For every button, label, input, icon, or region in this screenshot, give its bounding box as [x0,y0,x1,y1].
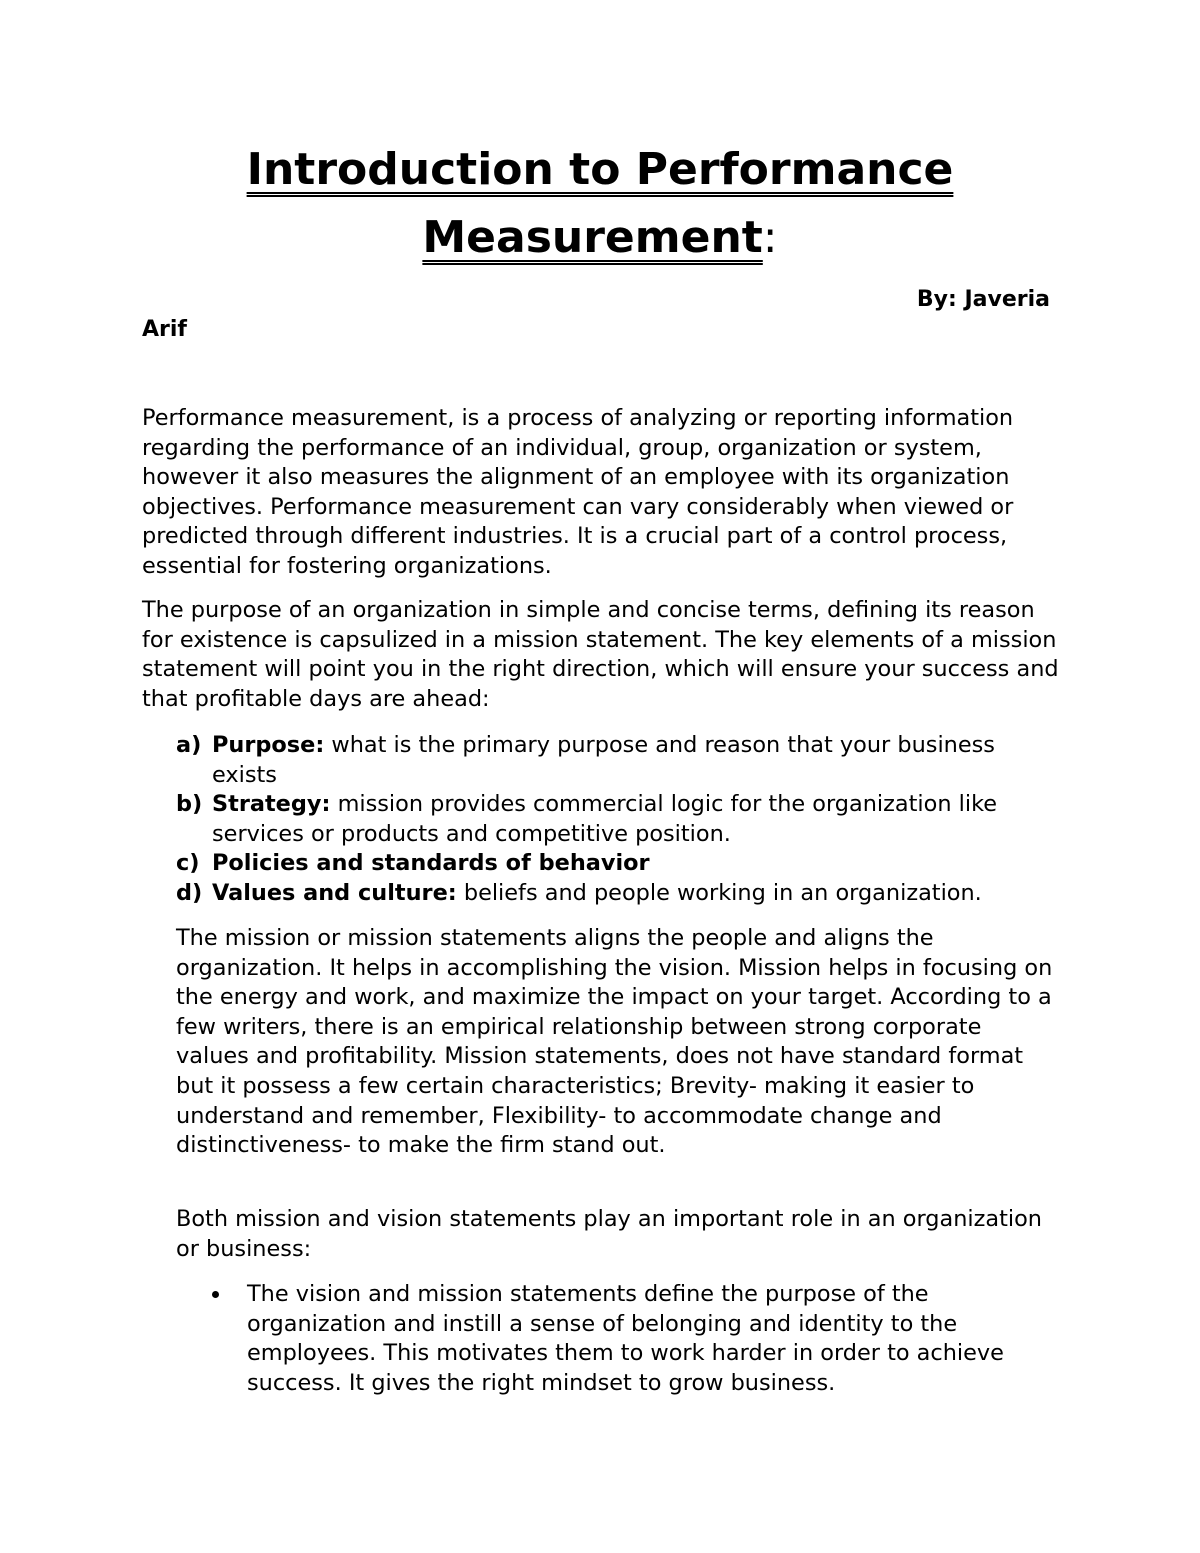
author-prefix: By: Javeria [916,287,1050,312]
list-term: Purpose: [212,732,325,758]
bullet-item [212,1280,1062,1398]
list-term: Policies and standards of behavior [212,850,650,877]
author-suffix: Arif [142,317,187,342]
list-marker: c) [176,850,200,877]
list-marker: a) [176,732,202,758]
list-text: mission provides commercial logic for the organization like services or products and competitive position. [212,791,998,847]
list-item [176,849,1056,879]
list-item [176,731,1056,790]
list-item [176,879,1056,909]
bullet-icon [212,1291,219,1298]
document-title [0,136,1200,272]
title-line-1: Introduction to Performance [246,144,954,195]
mission-elements-list [176,731,1056,909]
list-term: Values and culture: [212,879,457,906]
paragraph-mission-purpose: The purpose of an organization in simple and concise terms, defining its reason for existence is capsulized in a mission statement. The key elements of a mission statement will point you in the right direction, which will ensure your success and that profitable days are ahead: [142,597,1059,712]
paragraph-definition: Performance measurement, is a process of analyzing or reporting information regarding the performance of an individual, group, organization or system, however it also measures the alignment of an employee with its organization objectives. Performance measurement can vary considerably when viewed or predicted through different industries. It is a crucial part of a control process, essential for fostering organizations. [142,405,1014,579]
bullet-text: The vision and mission statements define the purpose of the organization and instill a sense of belonging and identity to the employees. This motivates them to work harder in order to achieve success. It gives the right mindset to grow business. [247,1281,1004,1396]
list-term: Strategy: [212,791,331,818]
paragraph-mission-vision-role: Both mission and vision statements play an important role in an organization or business: [176,1206,1042,1262]
list-text: beliefs and people working in an organization. [456,879,982,906]
list-text: what is the primary purpose and reason that your business exists [212,732,995,788]
list-marker: d) [176,879,203,906]
title-colon: : [762,212,778,263]
author-byline [142,285,1050,345]
list-marker: b) [176,791,203,818]
bullet-list [212,1280,1062,1398]
paragraph-mission-statements: The mission or mission statements aligns the people and aligns the organization. It helps in accomplishing the vision. Mission helps in focusing on the energy and work, and maximize the impact on your target. According to a few writers, there is an empirical relationship between strong corporate values and profitability. Mission statements, does not have standard format but it possess a few certain characteristics; Brevity- making it easier to understand and remember, Flexibility- to accommodate change and distinctiveness- to make the firm stand out. [176,925,1053,1159]
title-line-2: Measurement [422,212,763,263]
list-item [176,790,1056,849]
